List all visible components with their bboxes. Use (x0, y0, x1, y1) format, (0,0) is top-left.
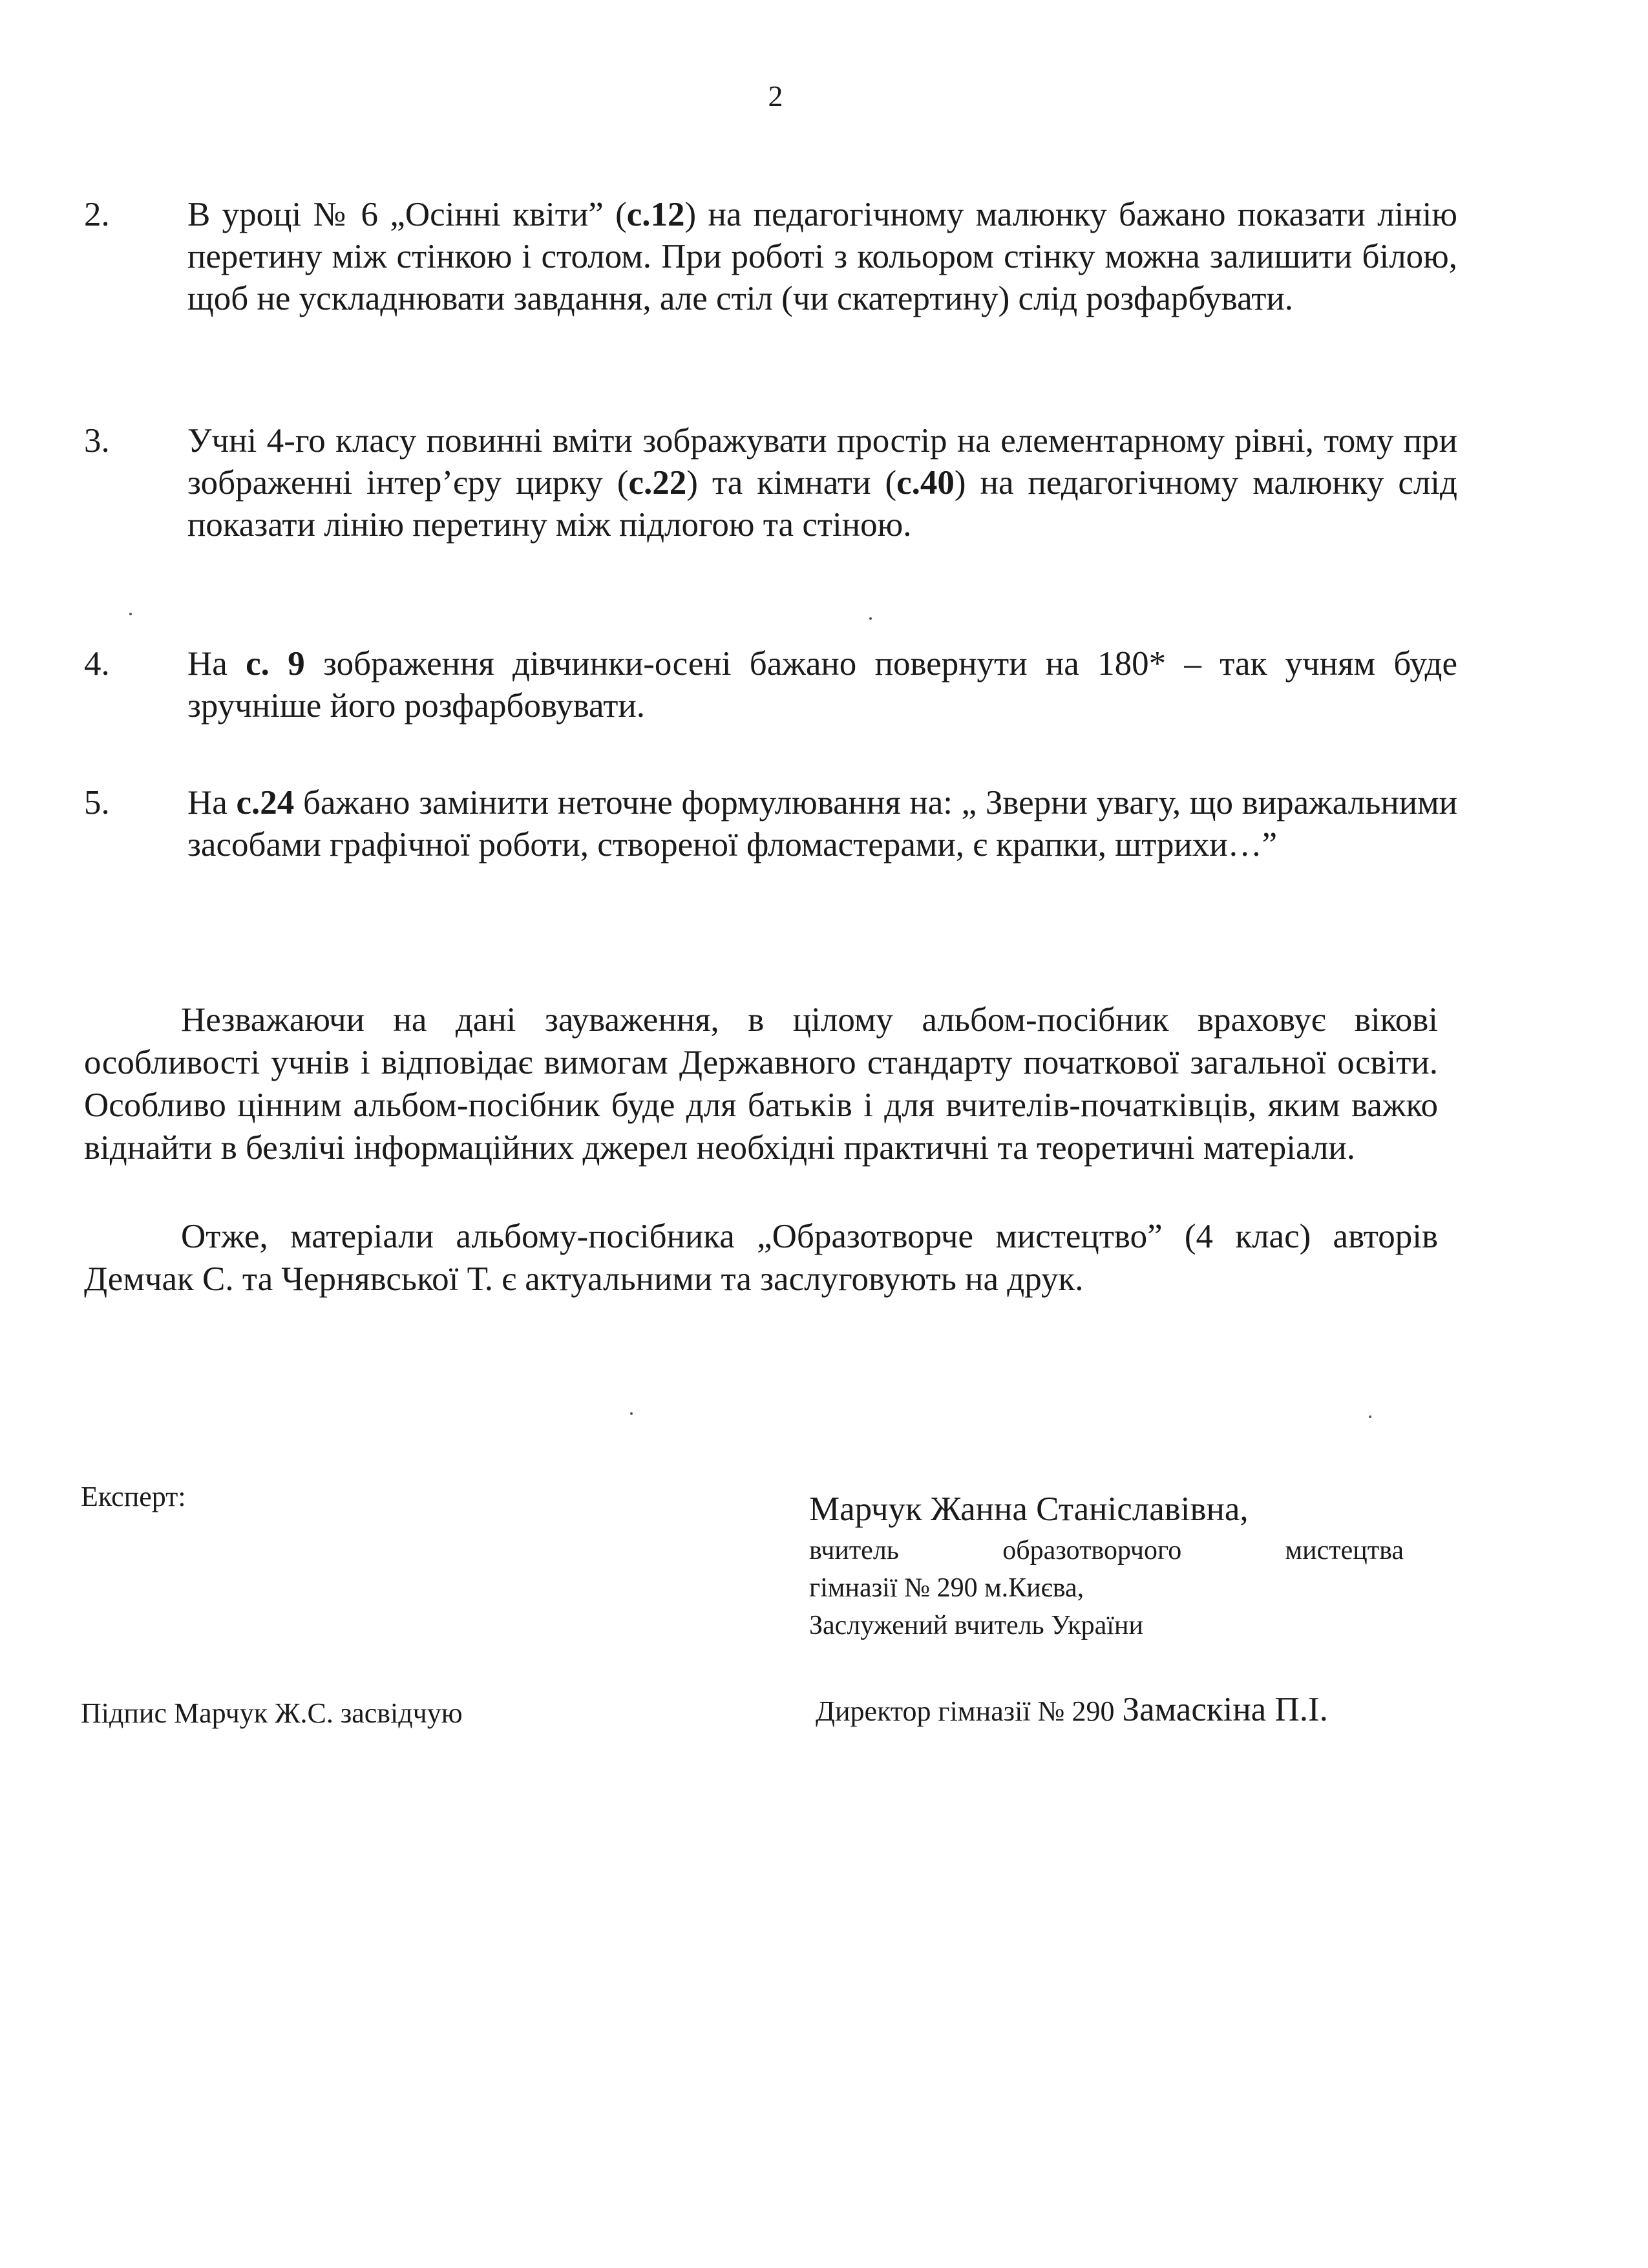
remark-text: На с. 9 зображення дівчинки-осені бажано повернути на 180* – так учням буде зручніше його розфарбовувати. (187, 645, 1457, 725)
remark-item (84, 643, 1457, 727)
scan-speck (1369, 1415, 1371, 1418)
signature-verification: Підпис Марчук Ж.С. засвідчую (81, 1697, 463, 1729)
remark-text: На с.24 бажано замінити неточне формулювання на: „ Зверни увагу, що виражальними засобами графічної роботи, створеної фломастерами, є крапки, штрихи…” (187, 784, 1457, 864)
page-number: 2 (768, 79, 783, 112)
conclusion-paragraph: Отже, матеріали альбому-посібника „Образотворче мистецтво” (4 клас) авторів Демчак С. та Чернявської Т. є актуальними та заслуговують на друк. (84, 1218, 1438, 1298)
director-name: Замаскіна П.І. (1122, 1691, 1328, 1728)
expert-school: гімназії № 290 м.Києва, (809, 1573, 1084, 1603)
scan-speck (630, 1412, 633, 1415)
remark-item (84, 194, 1457, 320)
expert-label: Експерт: (81, 1481, 186, 1512)
scan-speck (129, 613, 132, 615)
remark-text: Учні 4-го класу повинні вміти зображувати простір на елементарному рівні, тому при зображенні інтер’єру цирку (с.22) та кімнати (с.40) на педагогічному малюнку слід показати лінію перетину між підлогою та стіною. (187, 422, 1458, 544)
remark-number: 3. (84, 422, 110, 460)
conclusion-paragraph: Незважаючи на дані зауваження, в цілому альбом-посібник враховує вікові особливості учнів і відповідає вимогам Державного стандарту початкової загальної освіти. Особливо цінним альбом-посібник буде для батьків і для вчителів-початківців, яким важко віднайти в безлічі інформаційних джерел необхідні практичні та теоретичні матеріали. (84, 1001, 1438, 1167)
expert-signature-block (809, 1487, 1404, 1644)
remark-number: 4. (84, 645, 110, 683)
remark-number: 5. (84, 784, 110, 821)
remark-item (84, 782, 1457, 866)
remark-text: В уроці № 6 „Осінні квіти” (с.12) на педагогічному малюнку бажано показати лінію перетину між стінкою і столом. При роботі з кольором стінку можна залишити білою, щоб не ускладнювати завдання, але стіл (чи скатертину) слід розфарбувати. (187, 196, 1457, 317)
director-line (816, 1690, 1328, 1729)
expert-title: Заслужений вчитель України (809, 1611, 1143, 1640)
director-label: Директор гімназії № 290 (816, 1695, 1115, 1727)
remark-item (84, 420, 1457, 546)
remark-number: 2. (84, 196, 110, 233)
scan-speck (869, 617, 872, 620)
expert-position: вчитель образотворчого мистецтва (809, 1536, 1404, 1565)
expert-name: Марчук Жанна Станіславівна, (809, 1490, 1249, 1528)
